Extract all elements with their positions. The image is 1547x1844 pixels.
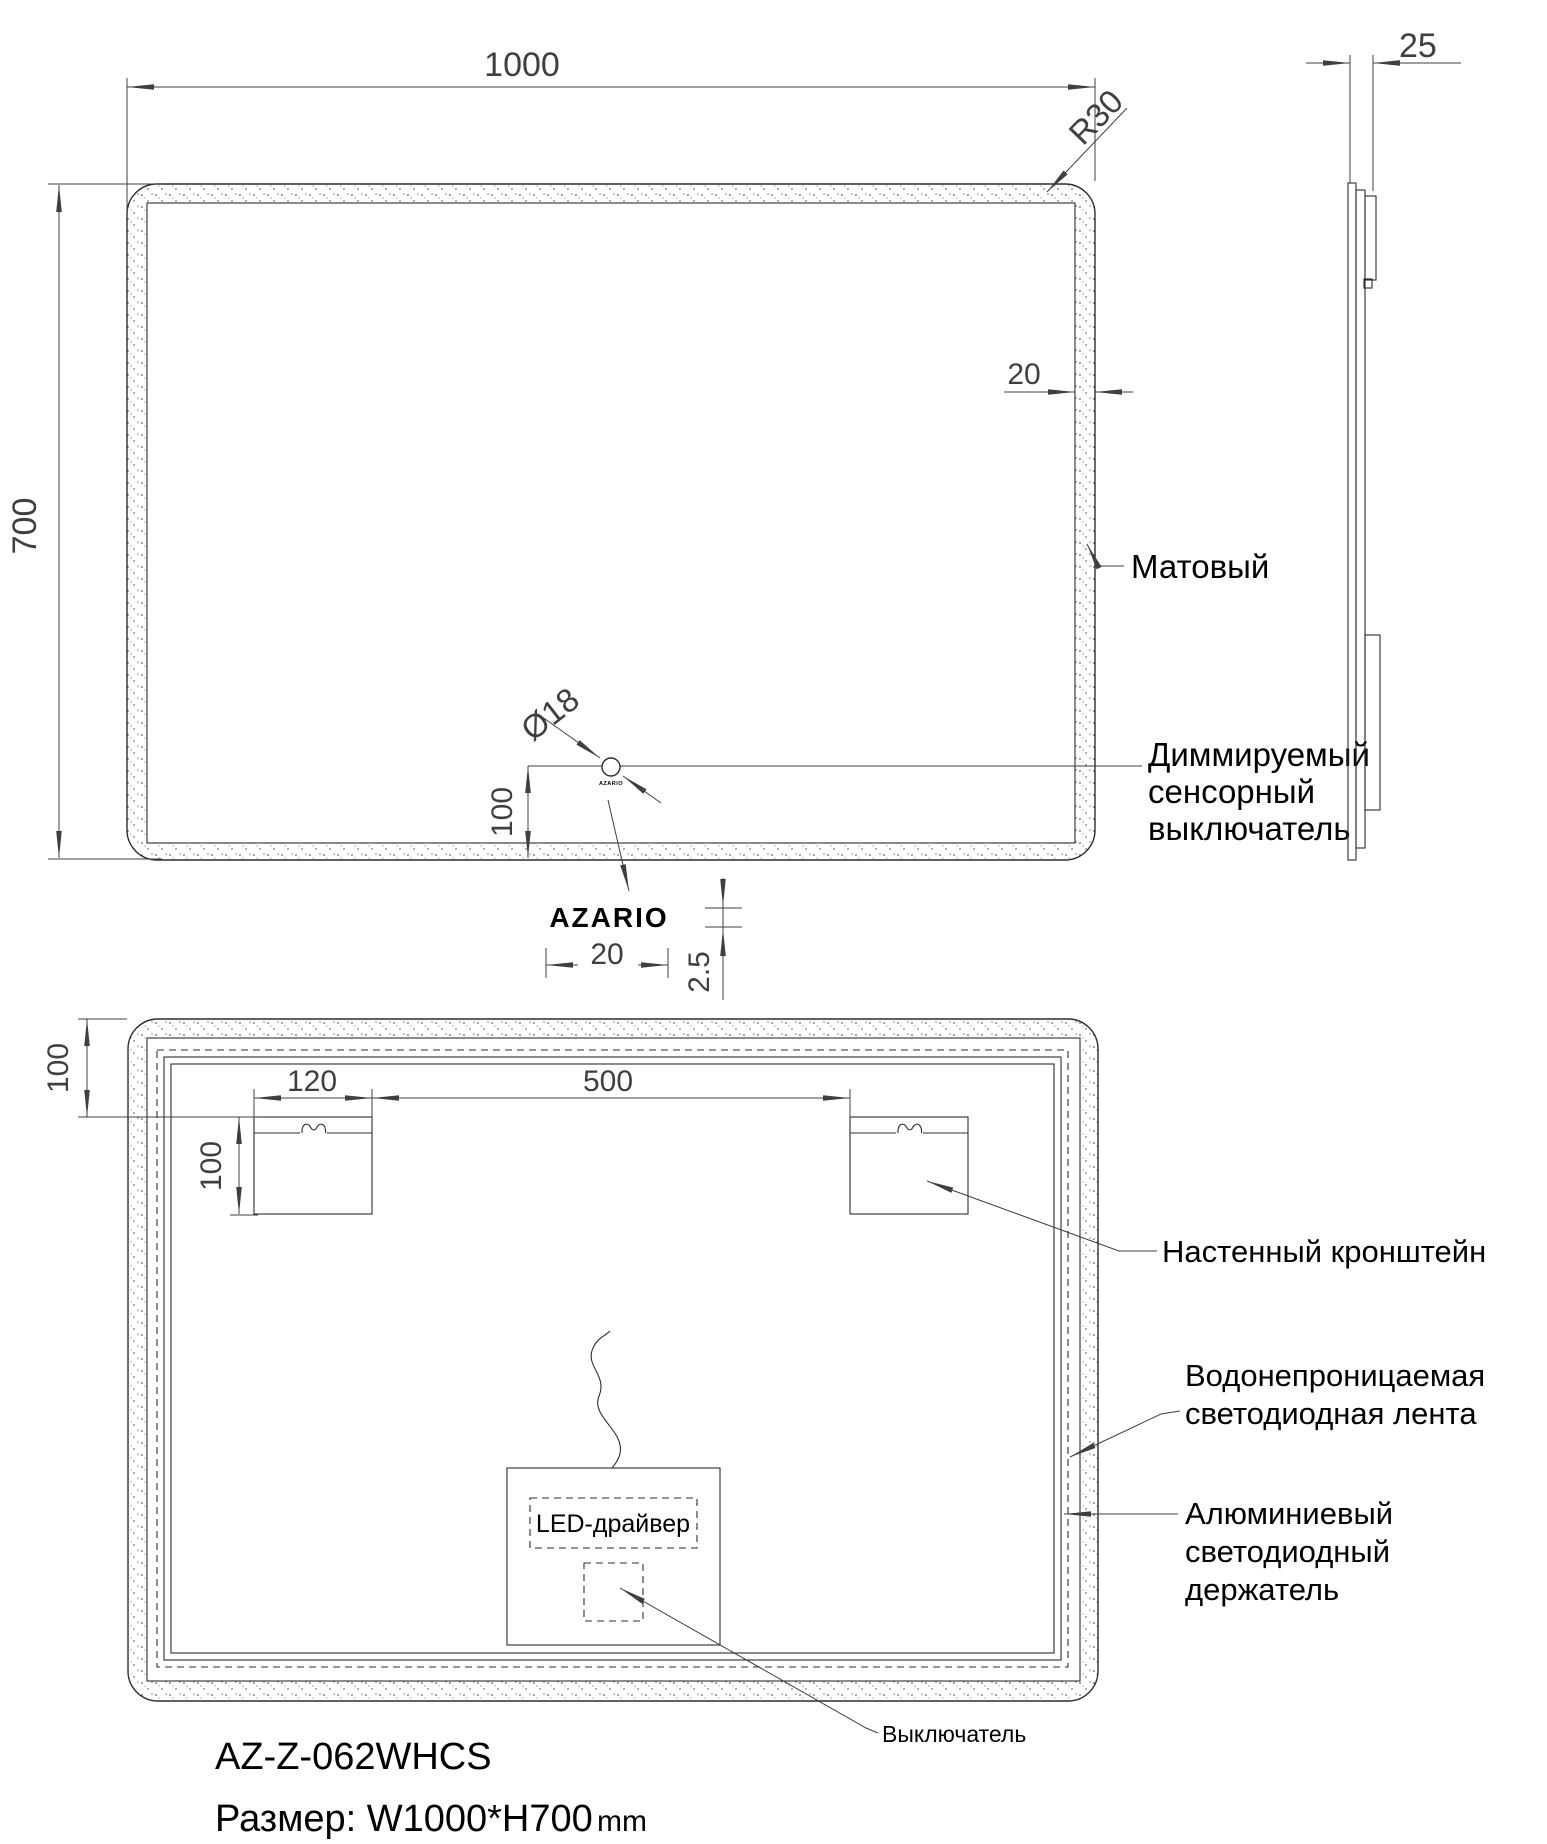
size-unit: mm <box>597 1805 647 1838</box>
dimmer-label-line3: выключатель <box>1148 810 1351 847</box>
sensor-mark-text: AZARIO <box>598 781 624 787</box>
sensor-diameter-value: Ø18 <box>513 680 586 748</box>
holder-label-line3: держатель <box>1185 1572 1340 1607</box>
led-strip-label-line2: светодиодная лента <box>1185 1396 1477 1431</box>
radius-label: R30 <box>1061 82 1131 152</box>
holder-label-line1: Алюминиевый <box>1185 1496 1394 1531</box>
size-text: Размер: W1000*H700 <box>215 1798 593 1840</box>
holder-label-line2: светодиодный <box>1185 1534 1391 1569</box>
dim-depth-value: 25 <box>1399 27 1437 65</box>
footer <box>215 1736 647 1840</box>
dim-frame-value: 20 <box>1007 358 1041 391</box>
switch-label: Выключатель <box>882 1721 1027 1747</box>
dim-sensor-offset-value: 100 <box>486 786 519 838</box>
dim-bracket-spacing-value: 500 <box>582 1065 634 1098</box>
driver-label: LED-драйвер <box>535 1510 691 1538</box>
matte-label: Матовый <box>1131 548 1270 585</box>
side-top-bracket <box>1365 196 1376 280</box>
side-driver-box <box>1365 635 1380 810</box>
brand-logo-text: AZARIO <box>549 902 669 933</box>
dim-logo-height-value: 2.5 <box>683 951 716 993</box>
dimmer-label-line1: Диммируемый <box>1148 736 1370 773</box>
model-number: AZ-Z-062WHCS <box>215 1736 492 1778</box>
dim-top-offset-value: 100 <box>42 1042 75 1094</box>
back-inner-edge <box>147 1038 1080 1681</box>
dim-bracket-width-value: 120 <box>286 1065 338 1098</box>
dim-height-value: 700 <box>6 497 44 555</box>
front-view <box>6 46 1370 1000</box>
back-view <box>42 1019 1486 1747</box>
dim-bracket-height-value: 100 <box>195 1140 228 1192</box>
dim-width-value: 1000 <box>484 46 560 84</box>
dimmer-label-line2: сенсорный <box>1148 773 1316 810</box>
dim-logo-width-value: 20 <box>590 938 624 971</box>
bracket-label: Настенный кронштейн <box>1162 1234 1487 1269</box>
led-strip-label-line1: Водонепроницаемая <box>1185 1358 1486 1393</box>
mirror-inner-edge <box>147 203 1075 843</box>
touch-sensor-circle <box>602 758 620 776</box>
